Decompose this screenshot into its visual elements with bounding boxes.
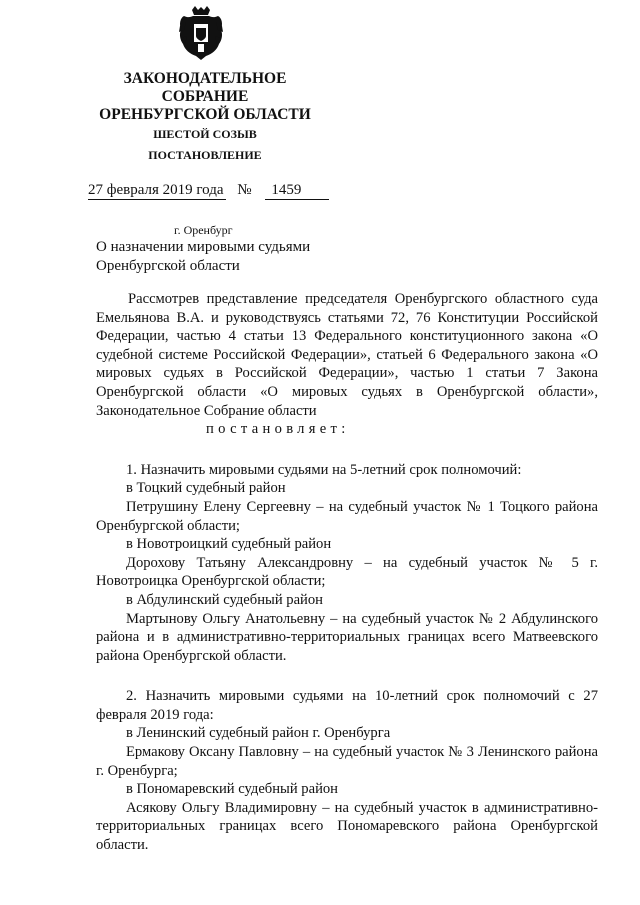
item-2-judge-1: Ермакову Оксану Павловну – на судебный участок № 3 Ленинского района г. Оренбурга; <box>96 744 598 779</box>
item-1-district-1: в Тоцкий судебный район <box>126 480 286 497</box>
document-number: 1459 <box>265 181 329 200</box>
document-date: 27 февраля 2019 года <box>88 182 224 198</box>
date-number-line <box>88 181 329 200</box>
subject-line-1: О назначении мировыми судьями <box>96 239 311 255</box>
item-1-district-2: в Новотроицкий судебный район <box>126 536 332 553</box>
preamble: Рассмотрев представление председателя Оренбургского областного суда Емельянова В.А. и руководствуясь статьями 72, 76 Конституции Российской Федерации, частью 4 статьи 13 Федерального конституционного закона «О судебной системе Российской Федерации», статьей 6 Федерального закона «О мировых судьях в Российской Федерации», частью 1 статьи 7 Закона Оренбургской области «О мировых судьях в Оренбургской области», Законодательное Собрание области <box>96 291 598 419</box>
org-name-line-3: ОРЕНБУРГСКОЙ ОБЛАСТИ <box>99 106 311 123</box>
convocation: ШЕСТОЙ СОЗЫВ <box>153 127 257 141</box>
number-label: № <box>237 182 252 198</box>
item-2-judge-2: Асякову Ольгу Владимировну – на судебный участок в административно-территориальных границах всего Пономаревского района Оренбургской области. <box>96 799 598 854</box>
item-1-title: 1. Назначить мировыми судьями на 5-летний срок полномочий: <box>126 461 522 478</box>
item-1-judge-1: Петрушину Елену Сергеевну – на судебный участок № 1 Тоцкого района Оренбургской области; <box>96 498 598 534</box>
resolves-word: постановляет: <box>206 421 350 438</box>
item-2-district-1: в Ленинский судебный район г. Оренбурга <box>126 725 391 742</box>
coat-of-arms-icon <box>178 6 224 60</box>
item-1-district-3: в Абдулинский судебный район <box>126 591 323 608</box>
item-1-judge-2: Дорохову Татьяну Александровну – на судебный участок № 5 г. Новотроицка Оренбургской области; <box>96 554 598 590</box>
document-type: ПОСТАНОВЛЕНИЕ <box>148 148 262 162</box>
item-1-judge-3: Мартынову Ольгу Анатольевну – на судебный участок № 2 Абдулинского района и в административно-территориальных границах всего Матвеевского района Оренбургской области. <box>96 610 598 664</box>
item-2-district-2: в Пономаревский судебный район <box>126 781 338 798</box>
subject-line-2: Оренбургской области <box>96 258 240 274</box>
city: г. Оренбург <box>174 223 233 237</box>
subject <box>96 238 396 276</box>
org-name-line-1: ЗАКОНОДАТЕЛЬНОЕ <box>123 70 287 87</box>
item-2-title: 2. Назначить мировыми судьями на 10-летний срок полномочий с 27 февраля 2019 года: <box>96 688 598 723</box>
document-body <box>96 290 598 855</box>
org-name-line-2: СОБРАНИЕ <box>161 88 249 105</box>
